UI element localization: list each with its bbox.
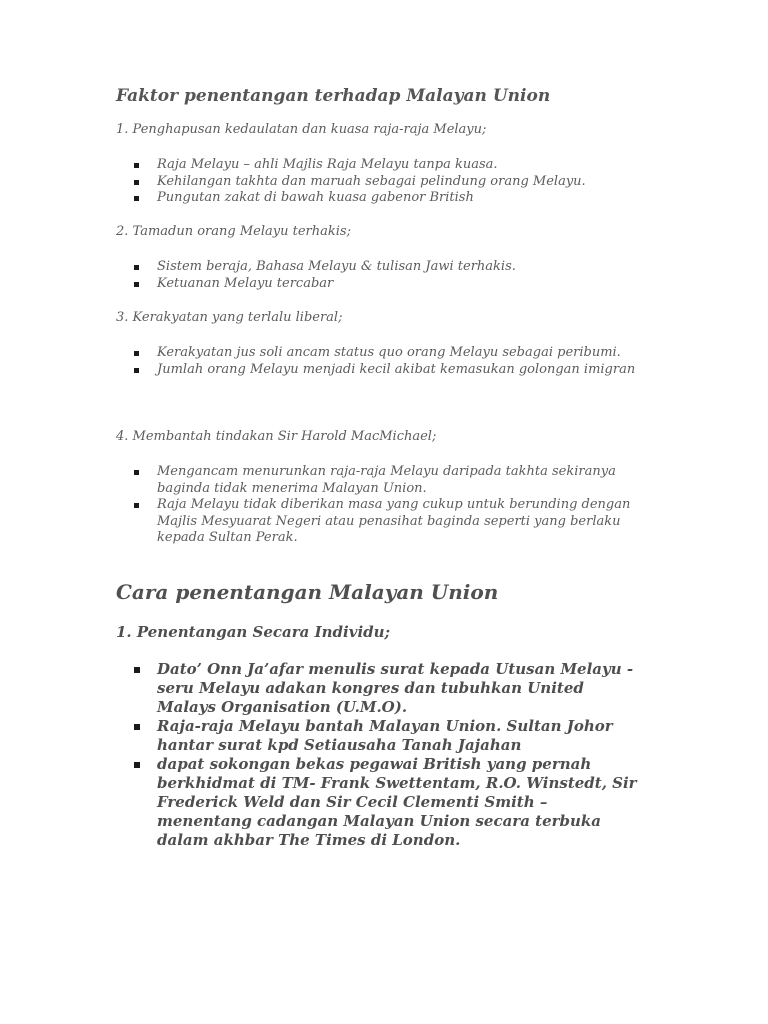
list-item xyxy=(132,276,652,293)
list-item-text: Jumlah orang Melayu menjadi kecil akibat kemasukan golongan imigran xyxy=(157,361,636,377)
list-item xyxy=(132,362,652,379)
list-item xyxy=(132,497,652,547)
bullet-icon xyxy=(134,180,139,185)
list-item xyxy=(132,157,652,174)
section1-group4-list xyxy=(132,464,652,547)
list-item xyxy=(132,345,652,362)
list-item xyxy=(132,717,642,755)
bullet-icon xyxy=(134,163,139,168)
bullet-icon xyxy=(134,351,139,356)
list-item-text: Raja Melayu – ahli Majlis Raja Melayu tanpa kuasa. xyxy=(157,157,498,172)
section1-group3-heading: 3. Kerakyatan yang terlalu liberal; xyxy=(116,310,343,325)
section1-group4-heading: 4. Membantah tindakan Sir Harold MacMichael; xyxy=(116,429,437,444)
bullet-icon xyxy=(134,368,139,373)
bullet-icon xyxy=(134,196,139,201)
bullet-icon xyxy=(134,503,139,508)
list-item-text: Kerakyatan jus soli ancam status quo orang Melayu sebagai peribumi. xyxy=(157,345,621,360)
list-item-text: Kehilangan takhta dan maruah sebagai pelindung orang Melayu. xyxy=(157,173,586,189)
list-item xyxy=(132,464,652,497)
list-item xyxy=(132,660,642,717)
section2-title: Cara penentangan Malayan Union xyxy=(116,580,499,604)
list-item xyxy=(132,190,652,207)
list-item-text: Sistem beraja, Bahasa Melayu & tulisan Jawi terhakis. xyxy=(157,259,516,274)
list-item-text: Dato’ Onn Ja’afar menulis surat kepada Utusan Melayu -seru Melayu adakan kongres dan tubuhkan United Malays Organisation (U.M.O). xyxy=(157,660,634,716)
bullet-icon xyxy=(134,265,139,270)
list-item-text: Raja Melayu tidak diberikan masa yang cukup untuk berunding dengan Majlis Mesyuarat Negeri atau penasihat baginda seperti yang berlaku kepada Sultan Perak. xyxy=(157,497,631,545)
section1-group1-heading: 1. Penghapusan kedaulatan dan kuasa raja-raja Melayu; xyxy=(116,122,487,137)
section1-group2-list xyxy=(132,259,652,292)
section1-title: Faktor penentangan terhadap Malayan Union xyxy=(116,86,551,106)
list-item xyxy=(132,174,652,191)
bullet-icon xyxy=(134,724,140,730)
section1-group1-list xyxy=(132,157,652,207)
bullet-icon xyxy=(134,470,139,475)
list-item xyxy=(132,259,652,276)
list-item-text: Mengancam menurunkan raja-raja Melayu daripada takhta sekiranya baginda tidak menerima Malayan Union. xyxy=(157,464,616,496)
section2-group1-list xyxy=(132,660,642,850)
bullet-icon xyxy=(134,282,139,287)
section1-group2-heading: 2. Tamadun orang Melayu terhakis; xyxy=(116,224,351,239)
list-item xyxy=(132,755,642,850)
list-item-text: Pungutan zakat di bawah kuasa gabenor British xyxy=(157,190,474,205)
bullet-icon xyxy=(134,667,140,673)
section2-group1-heading: 1. Penentangan Secara Individu; xyxy=(116,623,391,641)
bullet-icon xyxy=(134,762,140,768)
list-item-text: dapat sokongan bekas pegawai British yang pernah berkhidmat di TM- Frank Swettentam, R.O. Winstedt, Sir Frederick Weld dan Sir Cecil Clementi Smith – menentang cadangan Malayan Union secara terbuka dalam akhbar The Times di London. xyxy=(157,755,637,849)
section1-group3-list xyxy=(132,345,652,378)
list-item-text: Raja-raja Melayu bantah Malayan Union. Sultan Johor hantar surat kpd Setiausaha Tanah Jajahan xyxy=(157,717,613,754)
list-item-text: Ketuanan Melayu tercabar xyxy=(157,275,334,291)
